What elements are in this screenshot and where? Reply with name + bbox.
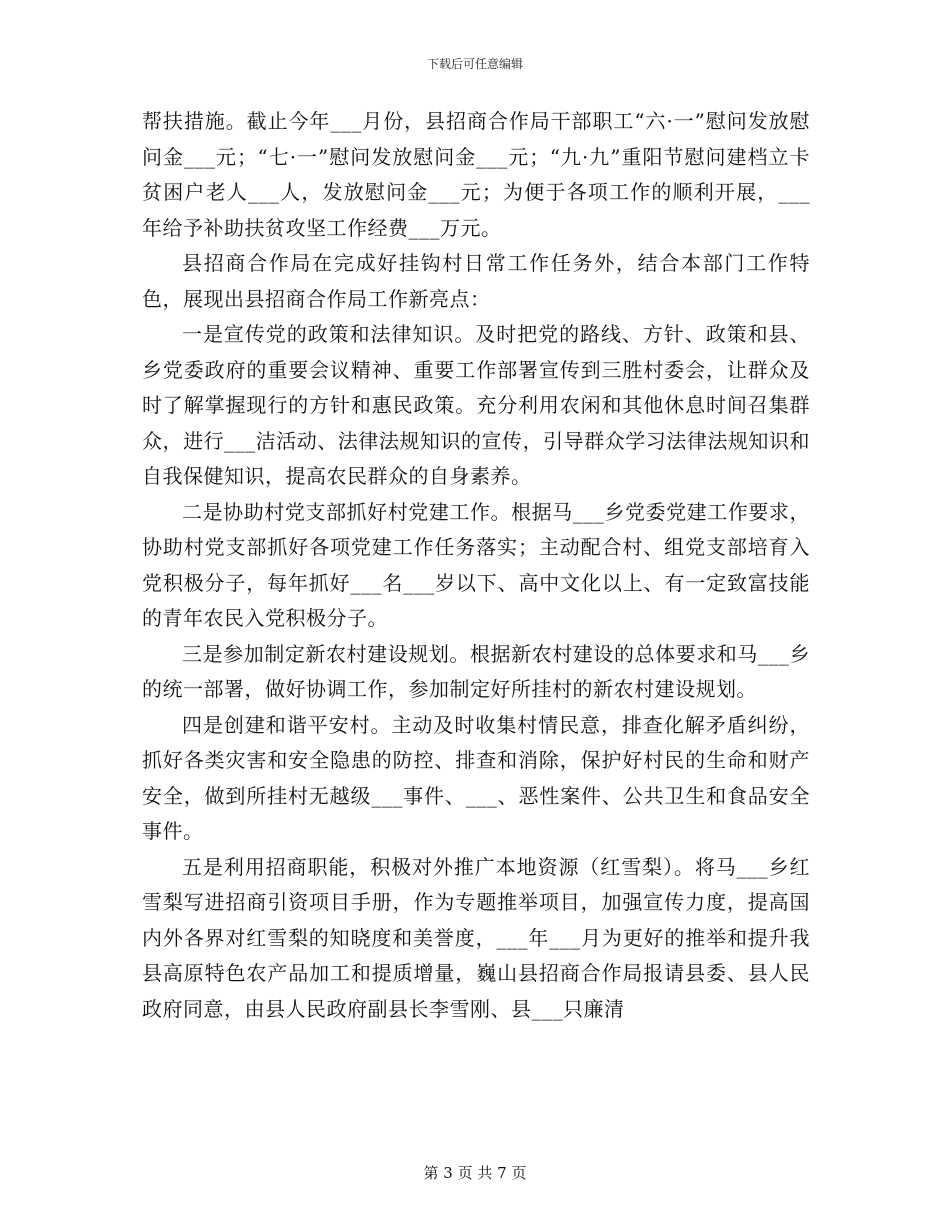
paragraph-4: 二是协助村党支部抓好村党建工作。根据马___乡党委党建工作要求，协助村党支部抓好各项党建工作任务落实；主动配合村、组党支部培育入党积极分子，每年抓好___名___岁以下、高中文化以上、有一定致富技能的青年农民入党积极分子。: [142, 499, 810, 630]
page-footer: 第 3 页 共 7 页: [423, 1164, 527, 1182]
paragraph-6: 四是创建和谐平安村。主动及时收集村情民意，排查化解矛盾纠纷，抓好各类灾害和安全隐患的防控、排查和消除，保护好村民的生命和财产安全，做到所挂村无越级___事件、___、恶性案件、公共卫生和食品安全事件。: [142, 712, 810, 843]
document-body: [142, 104, 810, 1027]
paragraph-7: 五是利用招商职能，积极对外推广本地资源（红雪梨）。将马___乡红雪梨写进招商引资项目手册，作为专题推举项目，加强宣传力度，提高国内外各界对红雪梨的知晓度和美誉度，___年___月为更好的推举和提升我县高原特色农产品加工和提质增量，巍山县招商合作局报请县委、县人民政府同意，由县人民政府副县长李雪刚、县___只廉清: [142, 854, 810, 1021]
paragraph-2: 县招商合作局在完成好挂钩村日常工作任务外，结合本部门工作特色，展现出县招商合作局工作新亮点：: [142, 251, 810, 311]
paragraph-1: 帮扶措施。截止今年___月份，县招商合作局干部职工“六·一”慰问发放慰问金___元；“七·一”慰问发放慰问金___元；“九·九”重阳节慰问建档立卡贫困户老人___人，发放慰问金___元；为便于各项工作的顺利开展，___年给予补助扶贫攻坚工作经费___万元。: [142, 109, 810, 240]
page-header: 下载后可任意编辑: [426, 57, 523, 71]
paragraph-3: 一是宣传党的政策和法律知识。及时把党的路线、方针、政策和县、乡党委政府的重要会议精神、重要工作部署宣传到三胜村委会，让群众及时了解掌握现行的方针和惠民政策。充分利用农闲和其他休息时间召集群众，进行___洁活动、法律法规知识的宣传，引导群众学习法律法规知识和自我保健知识，提高农民群众的自身素养。: [142, 322, 810, 488]
paragraph-5: 三是参加制定新农村建设规划。根据新农村建设的总体要求和马___乡的统一部署，做好协调工作，参加制定好所挂村的新农村建设规划。: [142, 641, 810, 701]
